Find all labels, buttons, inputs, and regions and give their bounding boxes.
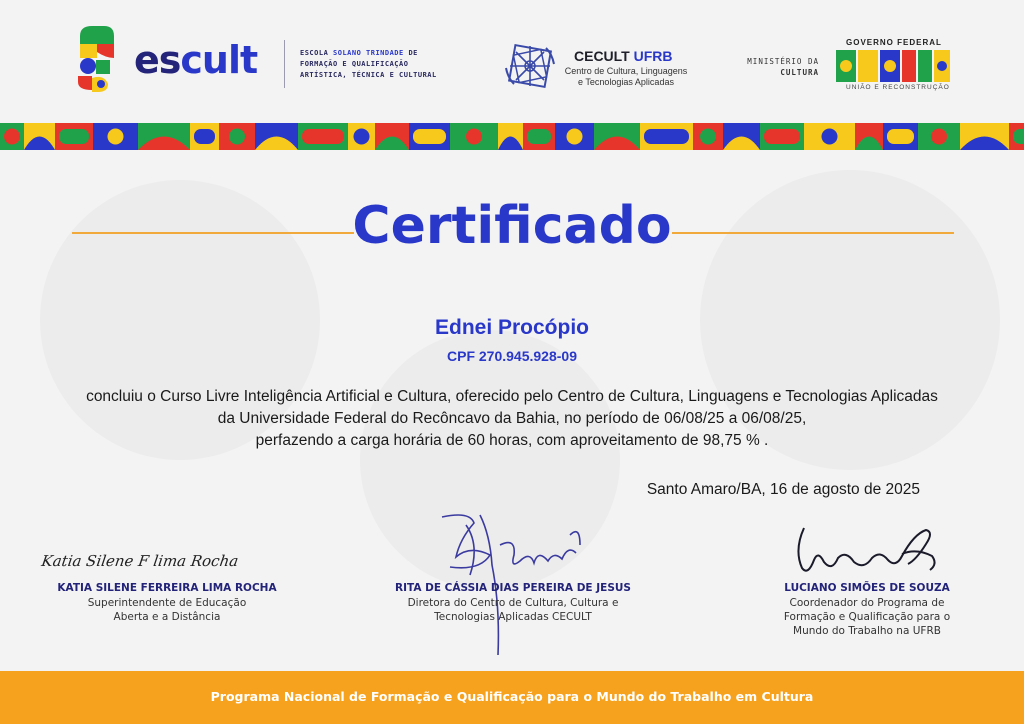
escola-line2: FORMAÇÃO E QUALIFICAÇÃO — [300, 60, 409, 68]
certificate-body — [40, 386, 984, 452]
certificate-title: Certificado — [352, 196, 672, 256]
cecult-title-a: CECULT — [574, 48, 634, 64]
signer-role-line: Tecnologias Aplicadas CECULT — [434, 611, 592, 623]
cecult-subtitle — [560, 66, 692, 88]
cecult-emblem-icon — [502, 38, 558, 94]
signature-luciano — [784, 520, 944, 580]
ministerio-line1: MINISTÉRIO DA — [747, 57, 819, 66]
footer-program-text: Programa Nacional de Formação e Qualificação para o Mundo do Trabalho em Cultura — [210, 689, 814, 704]
body-line-1: concluiu o Curso Livre Inteligência Artificial e Cultura, oferecido pelo Centro de Cultura, Linguagens e Tecnologias Aplicadas — [86, 388, 938, 405]
signer-role-line: Formação e Qualificação para o — [783, 611, 951, 623]
signer-role — [40, 596, 294, 624]
signer-name: KATIA SILENE FERREIRA LIMA ROCHA — [57, 582, 277, 594]
ministerio-line2: CULTURA — [780, 68, 819, 77]
signer-role-line: Coordenador do Programa de — [789, 597, 945, 609]
signature-block-rita — [386, 582, 640, 624]
place-and-date: Santo Amaro/BA, 16 de agosto de 2025 — [646, 481, 920, 498]
signer-role — [740, 596, 994, 638]
header-divider — [284, 40, 285, 88]
escola-line1-a: ESCOLA — [300, 49, 334, 57]
signature-block-luciano — [740, 582, 994, 638]
uniao-reconstrucao-label: UNIÃO E RECONSTRUÇÃO — [846, 84, 950, 91]
signer-role-line: Mundo do Trabalho na UFRB — [793, 625, 941, 637]
signer-role — [386, 596, 640, 624]
certificate-header — [0, 0, 1024, 122]
escult-logo-text — [134, 38, 257, 82]
cecult-sub-2: e Tecnologias Aplicadas — [578, 77, 674, 87]
escola-line1-b: SOLANO TRINDADE — [333, 49, 404, 57]
decorative-stripe — [0, 123, 1024, 150]
cecult-title — [574, 48, 673, 64]
escult-emblem-icon — [70, 24, 124, 94]
escola-line3: ARTÍSTICA, TÉCNICA E CULTURAL — [300, 71, 437, 79]
signer-role-line: Aberta e a Distância — [113, 611, 221, 623]
ministerio-label — [724, 56, 819, 78]
signer-role-line: Diretora do Centro de Cultura, Cultura e — [407, 597, 619, 609]
svg-text:Katia Silene F lima Rocha: Katia Silene F lima Rocha — [40, 552, 240, 570]
cecult-sub-1: Centro de Cultura, Linguagens — [564, 66, 688, 76]
body-line-3: perfazendo a carga horária de 60 horas, com aproveitamento de 98,75 % . — [255, 432, 769, 449]
logo-cult: cult — [180, 38, 258, 82]
governo-federal-label: GOVERNO FEDERAL — [846, 38, 942, 47]
signature-katia — [40, 544, 300, 574]
signer-name: RITA DE CÁSSIA DIAS PEREIRA DE JESUS — [395, 582, 631, 594]
signature-block-katia — [40, 582, 294, 624]
signer-role-line: Superintendente de Educação — [87, 597, 247, 609]
logo-es: es — [134, 38, 181, 82]
cecult-title-b: UFRB — [633, 48, 673, 64]
recipient-name: Ednei Procópio — [434, 316, 589, 339]
body-line-2: da Universidade Federal do Recôncavo da Bahia, no período de 06/08/25 a 06/08/25, — [217, 410, 807, 427]
signer-name: LUCIANO SIMÕES DE SOUZA — [784, 582, 950, 594]
brasil-logo — [834, 48, 952, 84]
recipient-cpf: CPF 270.945.928-09 — [447, 348, 577, 364]
escola-name — [300, 48, 470, 81]
escola-line1-c: DE — [403, 49, 418, 57]
